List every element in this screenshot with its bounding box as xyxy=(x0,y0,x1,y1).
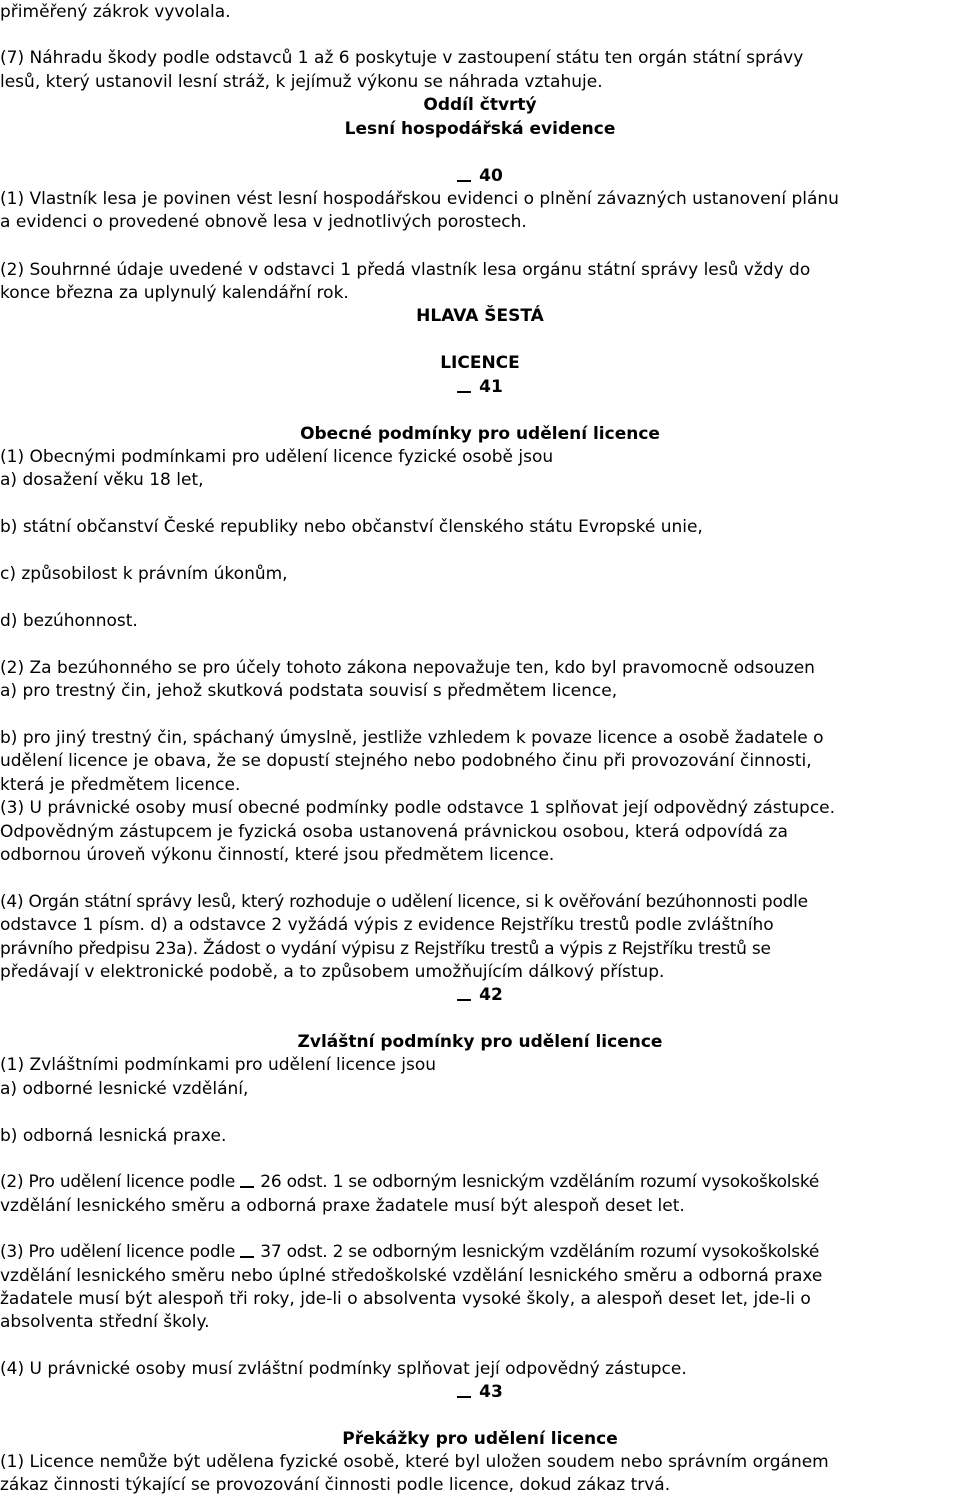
list-item: a) dosažení věku 18 let, xyxy=(0,470,204,490)
s40-paragraph-2-line: konce března za uplynulý kalendářní rok. xyxy=(0,283,349,303)
section-43-title: Překážky pro udělení licence xyxy=(342,1429,618,1449)
text-run: 37 odst. 2 se odborným lesnickým vzděláním rozumí vysokoškolské xyxy=(260,1242,820,1262)
s41-paragraph-4-line: právního předpisu 23a). Žádost o vydání výpisu z Rejstříku trestů a výpis z Rejstříku trestů se xyxy=(0,939,771,959)
list-item: b) odborná lesnická praxe. xyxy=(0,1126,227,1146)
section-41-title: Obecné podmínky pro udělení licence xyxy=(300,424,660,444)
s41-paragraph-2: (2) Za bezúhonného se pro účely tohoto zákona nepovažuje ten, kdo byl pravomocně odsouzen xyxy=(0,658,815,678)
chapter-subtitle: LICENCE xyxy=(440,353,520,373)
list-item: d) bezúhonnost. xyxy=(0,611,138,631)
division-subtitle: Lesní hospodářská evidence xyxy=(344,119,616,139)
s43-paragraph-1-line: (1) Licence nemůže být udělena fyzické osobě, které byl uložen soudem nebo správním orgánem xyxy=(0,1452,829,1472)
text-run: 26 odst. 1 se odborným lesnickým vzděláním rozumí vysokoškolské xyxy=(260,1172,820,1192)
list-item-line: udělení licence je obava, že se dopustí stejného nebo podobného činu při provozování činnosti, xyxy=(0,751,812,771)
s41-paragraph-4-line: předávají v elektronické podobě, a to způsobem umožňujícím dálkový přístup. xyxy=(0,962,665,982)
s43-paragraph-1-line: zákaz činnosti týkající se provozování činnosti podle licence, dokud zákaz trvá. xyxy=(0,1475,671,1495)
division-title: Oddíl čtvrtý xyxy=(423,95,537,115)
list-item-line: která je předmětem licence. xyxy=(0,775,241,795)
section-sign-icon xyxy=(240,1172,254,1188)
s40-paragraph-2-line: (2) Souhrnné údaje uvedené v odstavci 1 předá vlastník lesa orgánu státní správy lesů vždy do xyxy=(0,260,811,280)
list-item-line: b) pro jiný trestný čin, spáchaný úmyslně, jestliže vzhledem k povaze licence a osobě žadatele o xyxy=(0,728,824,748)
s42-paragraph-2-line xyxy=(0,1170,960,1194)
list-item: a) odborné lesnické vzdělání, xyxy=(0,1079,249,1099)
s42-paragraph-1: (1) Zvláštními podmínkami pro udělení licence jsou xyxy=(0,1055,437,1075)
s42-paragraph-3-line xyxy=(0,1240,960,1264)
list-item: c) způsobilost k právním úkonům, xyxy=(0,564,288,584)
s42-paragraph-3-line: vzdělání lesnického směru nebo úplné středoškolské vzdělání lesnického směru a odborná praxe xyxy=(0,1266,823,1286)
text-line: přiměřený zákrok vyvolala. xyxy=(0,2,231,22)
paragraph-7-line: lesů, který ustanovil lesní stráž, k jejímuž výkonu se náhrada vztahuje. xyxy=(0,72,603,92)
s40-paragraph-1-line: a evidenci o provedené obnově lesa v jednotlivých porostech. xyxy=(0,212,527,232)
s41-paragraph-3-line: odbornou úroveň výkonu činností, které jsou předmětem licence. xyxy=(0,845,555,865)
s41-paragraph-4-line: odstavce 1 písm. d) a odstavce 2 vyžádá výpis z evidence Rejstříku trestů podle zvláštního xyxy=(0,915,774,935)
s42-paragraph-3-line: absolventa střední školy. xyxy=(0,1312,210,1332)
section-40-heading xyxy=(0,164,960,188)
s41-paragraph-4-line: (4) Orgán státní správy lesů, který rozhoduje o udělení licence, si k ověřování bezúhonnosti podle xyxy=(0,892,808,912)
text-run: (3) Pro udělení licence podle xyxy=(0,1242,236,1262)
section-number: 42 xyxy=(457,985,503,1005)
s42-paragraph-3-line: žadatele musí být alespoň tři roky, jde-li o absolventa vysoké školy, a alespoň deset let, jde-li o xyxy=(0,1289,811,1309)
section-41-heading xyxy=(0,375,960,399)
section-number: 43 xyxy=(457,1382,503,1402)
section-42-heading xyxy=(0,983,960,1007)
section-number: 40 xyxy=(457,166,503,186)
s40-paragraph-1-line: (1) Vlastník lesa je povinen vést lesní hospodářskou evidenci o plnění závazných ustanovení plánu xyxy=(0,189,839,209)
chapter-title: HLAVA ŠESTÁ xyxy=(416,306,544,326)
section-sign-icon xyxy=(240,1242,254,1258)
s41-paragraph-1: (1) Obecnými podmínkami pro udělení licence fyzické osobě jsou xyxy=(0,447,554,467)
s42-paragraph-4: (4) U právnické osoby musí zvláštní podmínky splňovat její odpovědný zástupce. xyxy=(0,1359,687,1379)
s41-paragraph-3-line: (3) U právnické osoby musí obecné podmínky podle odstavce 1 splňovat její odpovědný zástupce. xyxy=(0,798,836,818)
list-item: b) státní občanství České republiky nebo občanství členského státu Evropské unie, xyxy=(0,517,703,537)
s42-paragraph-2-line: vzdělání lesnického směru a odborná praxe žadatele musí být alespoň deset let. xyxy=(0,1196,685,1216)
section-43-heading xyxy=(0,1380,960,1404)
s41-paragraph-3-line: Odpovědným zástupcem je fyzická osoba ustanovená právnickou osobou, která odpovídá za xyxy=(0,822,788,842)
section-42-title: Zvláštní podmínky pro udělení licence xyxy=(297,1032,663,1052)
list-item: a) pro trestný čin, jehož skutková podstata souvisí s předmětem licence, xyxy=(0,681,618,701)
text-run: (2) Pro udělení licence podle xyxy=(0,1172,236,1192)
paragraph-7-line: (7) Náhradu škody podle odstavců 1 až 6 poskytuje v zastoupení státu ten orgán státní správy xyxy=(0,48,804,68)
section-number: 41 xyxy=(457,377,503,397)
